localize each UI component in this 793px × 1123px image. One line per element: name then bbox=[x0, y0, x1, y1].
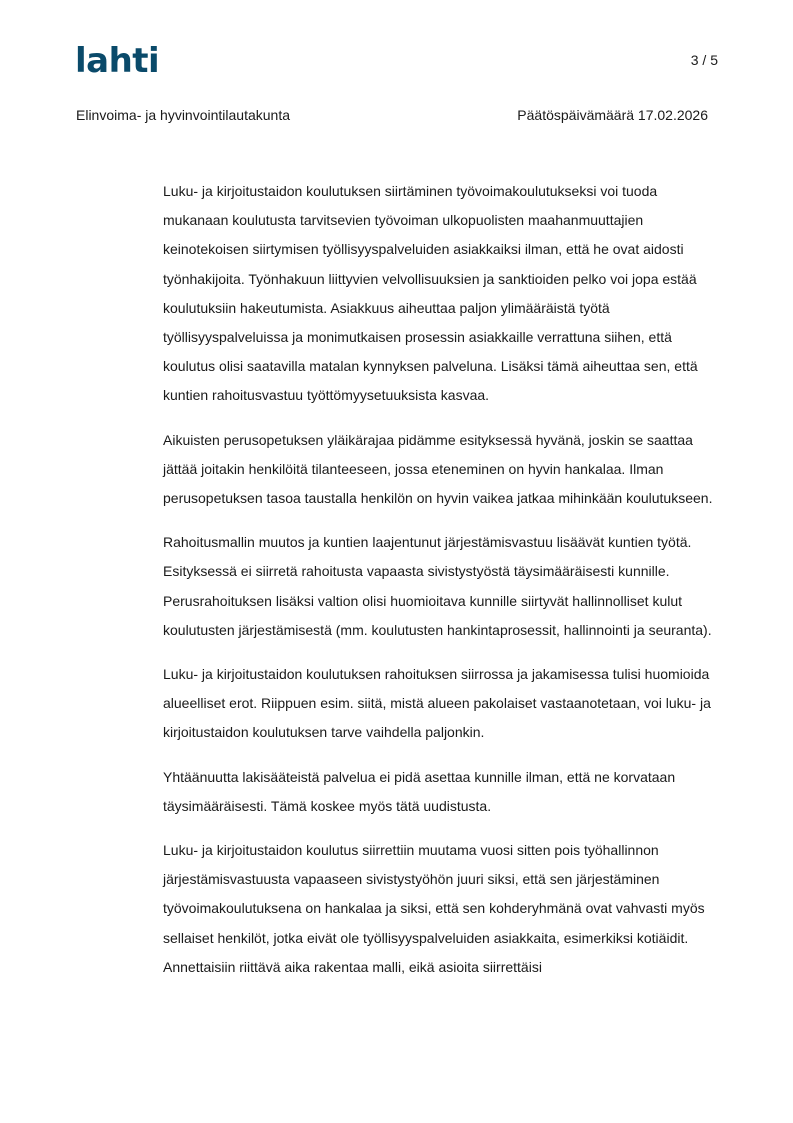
body-paragraph: Yhtäänuutta lakisääteistä palvelua ei pidä asettaa kunnille ilman, että ne korvataan täysimääräisesti. Tämä koskee myös tätä uudistusta. bbox=[163, 768, 676, 814]
decision-date: Päätöspäivämäärä 17.02.2026 bbox=[517, 107, 708, 123]
lahti-logo: lahti bbox=[75, 41, 160, 81]
committee-name: Elinvoima- ja hyvinvointilautakunta bbox=[76, 107, 290, 123]
body-paragraph: Luku- ja kirjoitustaidon koulutuksen rahoituksen siirrossa ja jakamisessa tulisi huomioida alueelliset erot. Riippuen esim. siitä, mistä alueen pakolaiset vastaanotetaan, voi luku- ja kirjoitustaidon koulutuksen tarve vaihdella paljonkin. bbox=[163, 666, 711, 741]
body-paragraph: Luku- ja kirjoitustaidon koulutus siirrettiin muutama vuosi sitten pois työhallinnon järjestämisvastuusta vapaaseen sivistystyöhön juuri siksi, että sen järjestäminen työvoimakoulutuksena on hankalaa ja siksi, että sen kohderyhmänä ovat vahvasti myös sellaiset henkilöt, jotka eivät ole työllisyyspalveluiden asiakkaita, esimerkiksi kotiäidit. Annettaisiin riittävä aika rakentaa malli, eikä asioita siirrettäisi bbox=[163, 842, 705, 975]
document-header bbox=[76, 107, 708, 123]
body-paragraph: Luku- ja kirjoitustaidon koulutuksen siirtäminen työvoimakoulutukseksi voi tuoda mukanaan koulutusta tarvitsevien työvoiman ulkopuolisten maahanmuuttajien keinotekoisen siirtymisen työllisyyspalveluiden asiakkaiksi ilman, että he ovat aidosti työnhakijoita. Työnhakuun liittyvien velvollisuuksien ja sanktioiden pelko voi jopa estää koulutuksiin hakeutumista. Asiakkuus aiheuttaa paljon ylimääräistä työtä työllisyyspalveluissa ja monimutkaisen prosessin asiakkaille verrattuna siihen, että koulutus olisi saatavilla matalan kynnyksen palveluna. Lisäksi tämä aiheuttaa sen, että kuntien rahoitusvastuu työttömyysetuuksista kasvaa. bbox=[163, 183, 698, 404]
body-paragraph: Rahoitusmallin muutos ja kuntien laajentunut järjestämisvastuu lisäävät kuntien työtä. Esityksessä ei siirretä rahoitusta vapaasta sivistystyöstä täysimääräisesti kunnille. Perusrahoituksen lisäksi valtion olisi huomioitava kunnille siirtyvät hallinnolliset kulut koulutusten järjestämisestä (mm. koulutusten hankintaprosessit, hallinnointi ja seuranta). bbox=[163, 534, 712, 638]
document-body bbox=[163, 177, 721, 997]
page-number: 3 / 5 bbox=[690, 52, 718, 68]
body-paragraph: Aikuisten perusopetuksen yläikärajaa pidämme esityksessä hyvänä, joskin se saattaa jättää joitakin henkilöitä tilanteeseen, jossa eteneminen on hyvin hankalaa. Ilman perusopetuksen tasoa taustalla henkilön on hyvin vaikea jatkaa mihinkään koulutukseen. bbox=[163, 431, 713, 507]
